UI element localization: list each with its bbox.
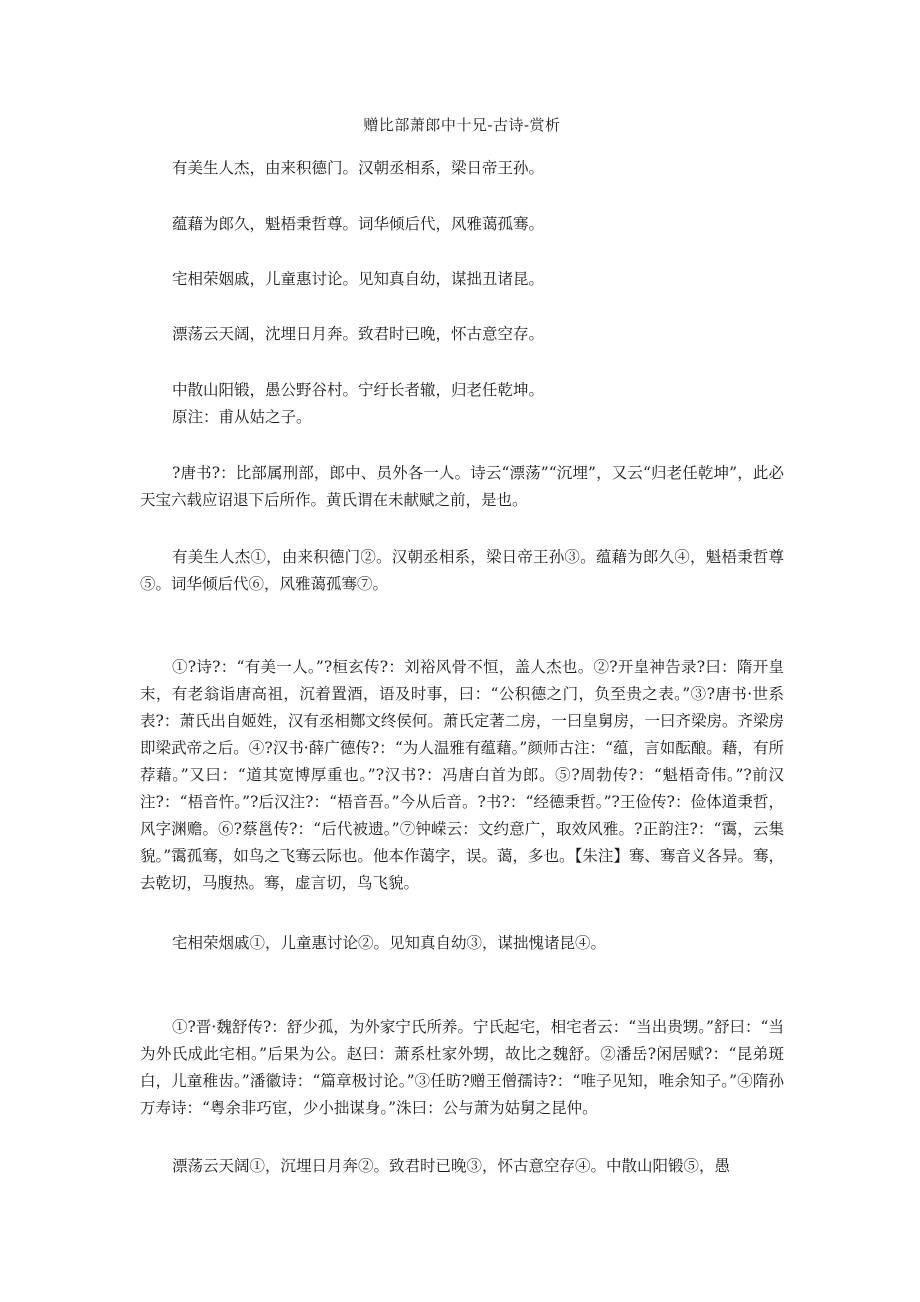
poem-line-1: 有美生人杰，由来积德门。汉朝丞相系，梁日帝王孙。 [172, 159, 545, 177]
poem-line-5: 中散山阳锻，愚公野谷村。宁纡长者辙，归老任乾坤。 [172, 381, 545, 399]
original-note: 原注：甫从姑之子。 [172, 408, 312, 426]
section-2-annotations: ①?晋·魏舒传?：舒少孤，为外家宁氏所养。宁氏起宅，相宅者云：“当出贵甥。”舒曰：“当为外氏成此宅相。”后果为公。赵曰：萧系杜家外甥，故比之魏舒。②潘岳?闲居赋?：“昆弟斑白，儿童稚齿。”潘徽诗：“篇章极讨论。”③任昉?赠王僧孺诗?：“唯子见知，唯余知子。”④隋孙万寿诗：“粤余非巧宦，少小拙谋身。”洙曰：公与萧为姑舅之昆仲。 [140, 1018, 784, 1117]
tangshu-note-paragraph: ?唐书?：比部属刑部，郎中、员外各一人。诗云“漂荡”“沉埋”，又云“归老任乾坤”，此必天宝六载应诏退下后所作。黄氏谓在未献赋之前，是也。 [140, 464, 784, 509]
poem-line-2: 蕴藉为郎久，魁梧秉哲尊。词华倾后代，风雅蔼孤骞。 [172, 215, 545, 233]
page-title: 赠比部萧郎中十兄-古诗-赏析 [363, 116, 561, 134]
poem-line-3: 宅相荣姻戚，儿童惠讨论。见知真自幼，谋拙丑诸昆。 [172, 270, 545, 288]
section-1-annotations: ①?诗?：“有美一人。”?桓玄传?：刘裕风骨不恒，盖人杰也。②?开皇神告录?曰：隋开皇末，有老翁诣唐高祖，沉着置酒，语及时事，曰：“公积德之门，负至贵之表。”③?唐书·世系表?：萧氏出自姬姓，汉有丞相酂文终侯何。萧氏定著二房，一曰皇舅房，一曰齐梁房。齐梁房即梁武帝之后。④?汉书·薛广德传?：“为人温雅有蕴藉。”颜师古注：“蕴，言如酝酿。藉，有所荐藉。”又曰：“道其宽博厚重也。”?汉书?：冯唐白首为郎。⑤?周勃传?：“魁梧奇伟。”?前汉注?：“梧音忤。”?后汉注?：“梧音吾。”今从后音。?书?：“经德秉哲。”?王俭传?：俭体道秉哲，风字渊赡。⑥?蔡邕传?：“后代被遗。”⑦钟嵘云：文约意广，取效风雅。?正韵注?：“霭，云集貌。”霭孤骞，如鸟之飞骞云际也。他本作蔼字，误。蔼，多也。【朱注】骞、骞音义各异。骞，去乾切，马腹热。骞，虚言切，鸟飞貌。 [140, 658, 784, 892]
poem-line-4: 漂荡云天阔，沈埋日月奔。致君时已晚，怀古意空存。 [172, 325, 545, 343]
section-1-poem-text: 有美生人杰①，由来积德门②。汉朝丞相系，梁日帝王孙③。蕴藉为郎久④，魁梧秉哲尊⑤。词华倾后代⑥，风雅蔼孤骞⑦。 [140, 548, 784, 593]
section-3-poem-text: 漂荡云天阔①，沉埋日月奔②。致君时已晚③，怀古意空存④。中散山阳锻⑤，愚 [172, 1157, 731, 1175]
section-2-poem-text: 宅相荣烟戚①，儿童惠讨论②。见知真自幼③，谋拙愧诸昆④。 [172, 934, 607, 952]
